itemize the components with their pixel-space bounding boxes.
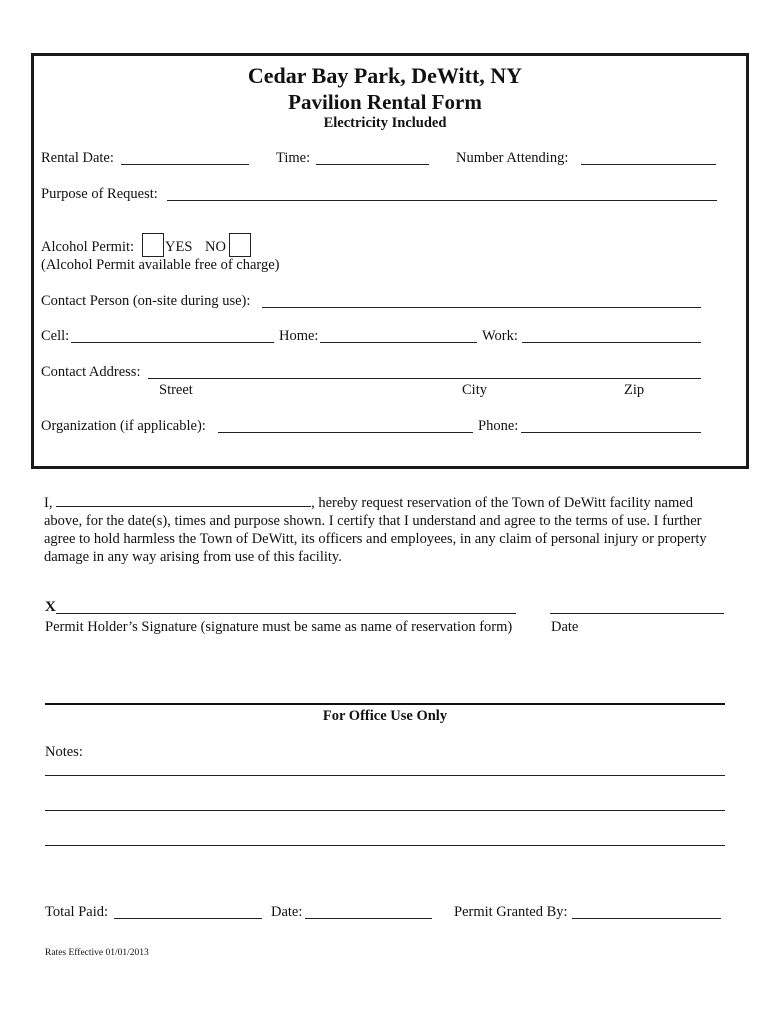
alcohol-no-checkbox[interactable]	[229, 233, 251, 257]
page-title: Cedar Bay Park, DeWitt, NY	[247, 63, 523, 88]
notes-label: Notes:	[45, 744, 83, 760]
notes-line-2[interactable]	[45, 810, 725, 811]
street-caption: Street	[159, 382, 193, 398]
alcohol-permit-note: (Alcohol Permit available free of charge)	[41, 257, 280, 273]
form-subtitle: Electricity Included	[323, 115, 447, 131]
agreement-text: , hereby request reservation of the Town of DeWitt facility named above, for the date(s), times and purpose shown. I certify that I understand and agree to the terms of use. I further agree to hold harmless the Town of DeWitt, its officers and employees, in any claim of personal injury or property damage in any way arising from use of this facility.	[44, 495, 707, 565]
total-paid-field[interactable]	[114, 918, 262, 919]
applicant-name-field[interactable]	[56, 493, 311, 507]
permit-granted-label: Permit Granted By:	[454, 904, 568, 920]
city-caption: City	[462, 382, 487, 398]
organization-field[interactable]	[218, 432, 473, 433]
work-label: Work:	[482, 328, 518, 344]
signature-x-mark: X	[45, 599, 56, 615]
phone-label: Phone:	[478, 418, 519, 434]
contact-address-label: Contact Address:	[41, 364, 141, 380]
rates-effective-note: Rates Effective 01/01/2013	[45, 948, 149, 958]
alcohol-no-label: NO	[205, 239, 226, 255]
office-date-label: Date:	[271, 904, 303, 920]
alcohol-yes-label: YES	[165, 239, 193, 255]
contact-person-label: Contact Person (on-site during use):	[41, 293, 251, 309]
notes-line-1[interactable]	[45, 775, 725, 776]
signature-date-label: Date	[551, 619, 579, 635]
office-date-field[interactable]	[305, 918, 432, 919]
time-field[interactable]	[316, 164, 429, 165]
agreement-prefix: I,	[44, 495, 53, 511]
home-label: Home:	[279, 328, 319, 344]
contact-address-field[interactable]	[148, 378, 701, 379]
total-paid-label: Total Paid:	[45, 904, 109, 920]
cell-field[interactable]	[71, 342, 274, 343]
contact-person-field[interactable]	[262, 307, 701, 308]
time-label: Time:	[276, 150, 311, 166]
work-field[interactable]	[522, 342, 701, 343]
signature-date-field[interactable]	[550, 613, 724, 614]
phone-field[interactable]	[521, 432, 701, 433]
home-field[interactable]	[320, 342, 477, 343]
office-use-heading: For Office Use Only	[322, 708, 448, 724]
signature-caption: Permit Holder’s Signature (signature must be same as name of reservation form)	[45, 619, 513, 635]
purpose-label: Purpose of Request:	[41, 186, 158, 202]
permit-granted-field[interactable]	[572, 918, 721, 919]
rental-date-field[interactable]	[121, 164, 249, 165]
zip-caption: Zip	[624, 382, 645, 398]
form-title: Pavilion Rental Form	[288, 90, 482, 114]
cell-label: Cell:	[41, 328, 70, 344]
number-attending-label: Number Attending:	[456, 150, 569, 166]
purpose-field[interactable]	[167, 200, 717, 201]
agreement-paragraph	[44, 493, 724, 566]
organization-label: Organization (if applicable):	[41, 418, 206, 434]
office-divider	[45, 703, 725, 705]
signature-field[interactable]	[56, 613, 516, 614]
notes-line-3[interactable]	[45, 845, 725, 846]
alcohol-permit-label: Alcohol Permit:	[41, 239, 135, 255]
alcohol-yes-checkbox[interactable]	[142, 233, 164, 257]
rental-date-label: Rental Date:	[41, 150, 114, 166]
number-attending-field[interactable]	[581, 164, 716, 165]
